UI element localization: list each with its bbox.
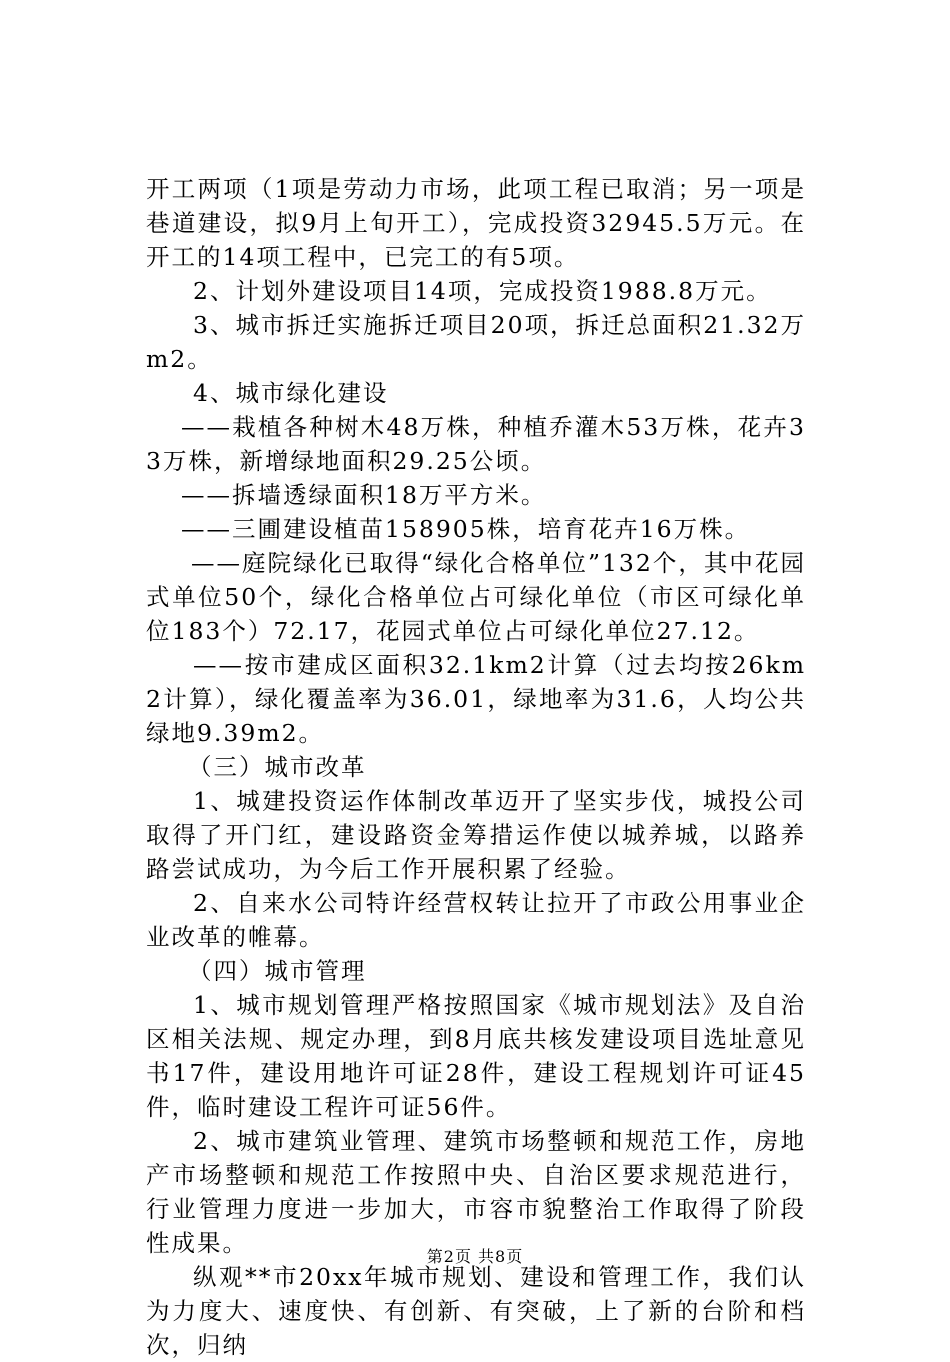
paragraph-reform-2: 2、自来水公司特许经营权转让拉开了市政公用事业企业改革的帷幕。	[146, 889, 806, 951]
section-heading-reform: （三）城市改革	[188, 753, 367, 781]
document-body	[146, 172, 806, 1362]
paragraph-item-3: 3、城市拆迁实施拆迁项目20项，拆迁总面积21.32万m2。	[146, 311, 806, 373]
section-heading-management: （四）城市管理	[188, 957, 367, 985]
paragraph-greening-courtyard: ——庭院绿化已取得“绿化合格单位”132个，其中花园式单位50个，绿化合格单位占可绿化单位（市区可绿化单位183个）72.17，花园式单位占可绿化单位27.12。	[146, 549, 806, 645]
paragraph-greening-nursery: ——三圃建设植苗158905株，培育花卉16万株。	[181, 515, 751, 543]
paragraph-continuation: 开工两项（1项是劳动力市场，此项工程已取消；另一项是巷道建设，拟9月上旬开工），完成投资32945.5万元。在开工的14项工程中，已完工的有5项。	[146, 175, 806, 271]
paragraph-reform-1: 1、城建投资运作体制改革迈开了坚实步伐，城投公司取得了开门红，建设路资金筹措运作使以城养城，以路养路尝试成功，为今后工作开展积累了经验。	[146, 787, 806, 883]
paragraph-management-2: 2、城市建筑业管理、建筑市场整顿和规范工作，房地产市场整顿和规范工作按照中央、自治区要求规范进行，行业管理力度进一步加大，市容市貌整治工作取得了阶段性成果。	[146, 1127, 806, 1257]
paragraph-management-1: 1、城市规划管理严格按照国家《城市规划法》及自治区相关法规、规定办理，到8月底共核发建设项目选址意见书17件，建设用地许可证28件，建设工程规划许可证45件，临时建设工程许可证56件。	[146, 991, 806, 1121]
paragraph-summary: 纵观**市20xx年城市规划、建设和管理工作，我们认为力度大、速度快、有创新、有突破，上了新的台阶和档次，归纳	[146, 1263, 806, 1359]
paragraph-greening-trees: ——栽植各种树木48万株，种植乔灌木53万株，花卉33万株，新增绿地面积29.25公顷。	[146, 413, 806, 475]
page-number-footer: 第2页 共8页	[426, 1247, 524, 1266]
paragraph-item-2: 2、计划外建设项目14项，完成投资1988.8万元。	[193, 277, 772, 305]
paragraph-item-4-heading: 4、城市绿化建设	[193, 379, 389, 407]
paragraph-greening-walls: ——拆墙透绿面积18万平方米。	[181, 481, 547, 509]
paragraph-greening-coverage: ——按市建成区面积32.1km2计算（过去均按26km2计算），绿化覆盖率为36.01，绿地率为31.6，人均公共绿地9.39m2。	[146, 651, 806, 747]
